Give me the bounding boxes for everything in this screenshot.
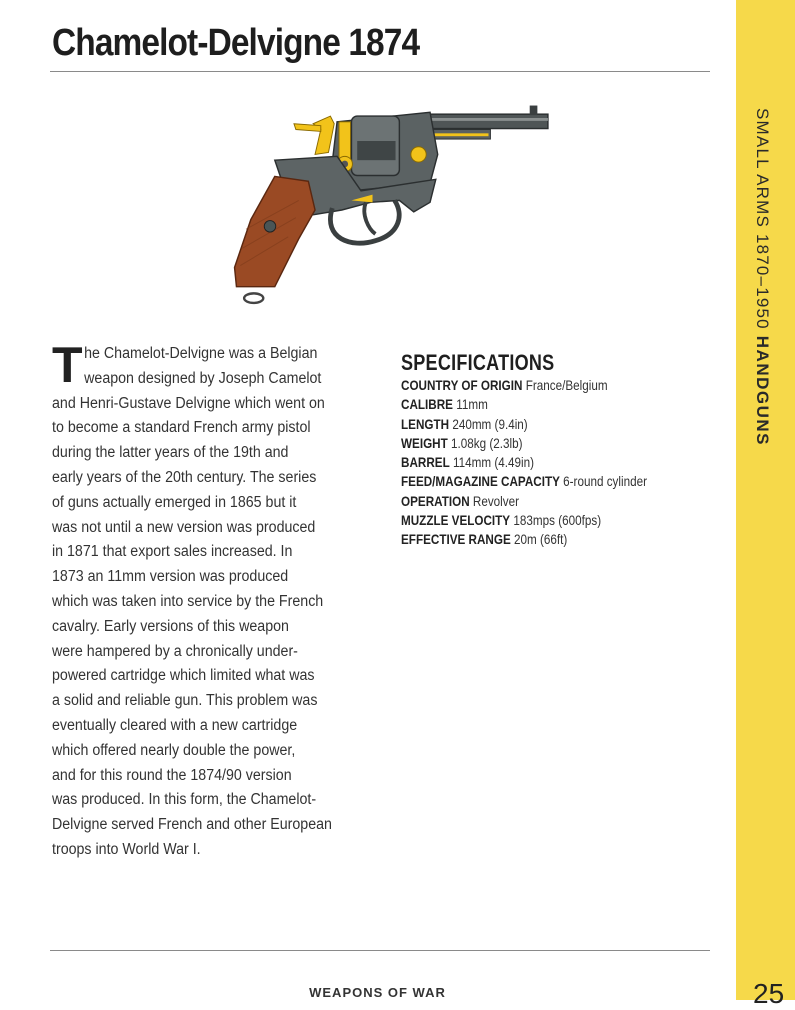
section-category: SMALL ARMS 1870–1950 — [753, 108, 772, 330]
spec-label: CALIBRE — [401, 397, 453, 413]
spec-row-barrel — [401, 453, 676, 472]
article-line: of guns actually emerged in 1865 but it — [52, 493, 297, 511]
spec-row-country — [401, 376, 676, 395]
article-line: and for this round the 1874/90 version — [52, 766, 292, 784]
spec-label: LENGTH — [401, 416, 450, 432]
book-title: WEAPONS OF WAR — [309, 985, 446, 1000]
article-line: eventually cleared with a new cartridge — [52, 716, 298, 734]
spec-label: WEIGHT — [401, 435, 448, 451]
article-line: in 1871 that export sales increased. In — [52, 543, 293, 561]
spec-value: 114mm (4.49in) — [452, 455, 534, 471]
spec-label: MUZZLE VELOCITY — [401, 513, 511, 529]
spec-row-weight — [401, 434, 676, 453]
article-line: to become a standard French army pistol — [52, 419, 311, 437]
article-line: Delvigne served French and other European — [52, 816, 332, 834]
article-line: which offered nearly double the power, — [52, 741, 296, 759]
spec-value: 6-round cylinder — [563, 474, 648, 490]
article-body — [52, 337, 372, 863]
article-line: a solid and reliable gun. This problem was — [52, 692, 318, 710]
article-line: which was taken into service by the French — [52, 592, 324, 610]
article-line: cavalry. Early versions of this weapon — [52, 617, 289, 635]
drop-cap: T — [52, 337, 83, 393]
spec-row-operation — [401, 492, 676, 511]
spec-row-length — [401, 415, 676, 434]
spec-row-calibre — [401, 395, 676, 414]
revolver-illustration — [205, 95, 565, 325]
spec-value: 11mm — [456, 397, 488, 413]
spec-label: COUNTRY OF ORIGIN — [401, 378, 523, 393]
running-footer — [0, 985, 755, 1000]
section-subcategory: HANDGUNS — [753, 335, 772, 447]
article-line: he Chamelot-Delvigne was a Belgian — [84, 345, 318, 362]
article-line: were hampered by a chronically under- — [52, 642, 298, 660]
footer-divider — [50, 950, 710, 951]
article-line: powered cartridge which limited what was — [52, 667, 315, 685]
page-title: Chamelot-Delvigne 1874 — [52, 22, 420, 64]
spec-value: 183mps (600fps) — [513, 513, 602, 529]
article-line: was produced. In this form, the Chamelot- — [52, 791, 317, 809]
section-tab-label — [752, 108, 772, 446]
page-number: 25 — [753, 978, 785, 1009]
specifications-heading: SPECIFICATIONS — [401, 350, 555, 375]
article-line: 1873 an 11mm version was produced — [52, 568, 289, 586]
spec-value: 240mm (9.4in) — [452, 416, 528, 432]
spec-value: Revolver — [472, 493, 520, 509]
spec-label: BARREL — [401, 455, 450, 471]
article-line: weapon designed by Joseph Camelot — [84, 369, 322, 387]
article-line: early years of the 20th century. The series — [52, 468, 317, 486]
spec-value: France/Belgium — [525, 378, 608, 393]
title-divider — [50, 71, 710, 72]
spec-row-capacity — [401, 472, 676, 491]
specifications-panel — [401, 350, 721, 550]
spec-label: FEED/MAGAZINE CAPACITY — [401, 474, 560, 490]
spec-label: OPERATION — [401, 493, 470, 509]
article-line: troops into World War I. — [52, 840, 201, 858]
spec-row-effective-range — [401, 530, 676, 549]
spec-value: 20m (66ft) — [514, 532, 568, 548]
spec-label: EFFECTIVE RANGE — [401, 532, 511, 548]
article-line: during the latter years of the 19th and — [52, 444, 289, 462]
spec-value: 1.08kg (2.3lb) — [451, 435, 523, 451]
spec-row-muzzle-velocity — [401, 511, 676, 530]
article-line: was not until a new version was produced — [52, 518, 316, 536]
article-line: and Henri-Gustave Delvigne which went on — [52, 394, 325, 412]
